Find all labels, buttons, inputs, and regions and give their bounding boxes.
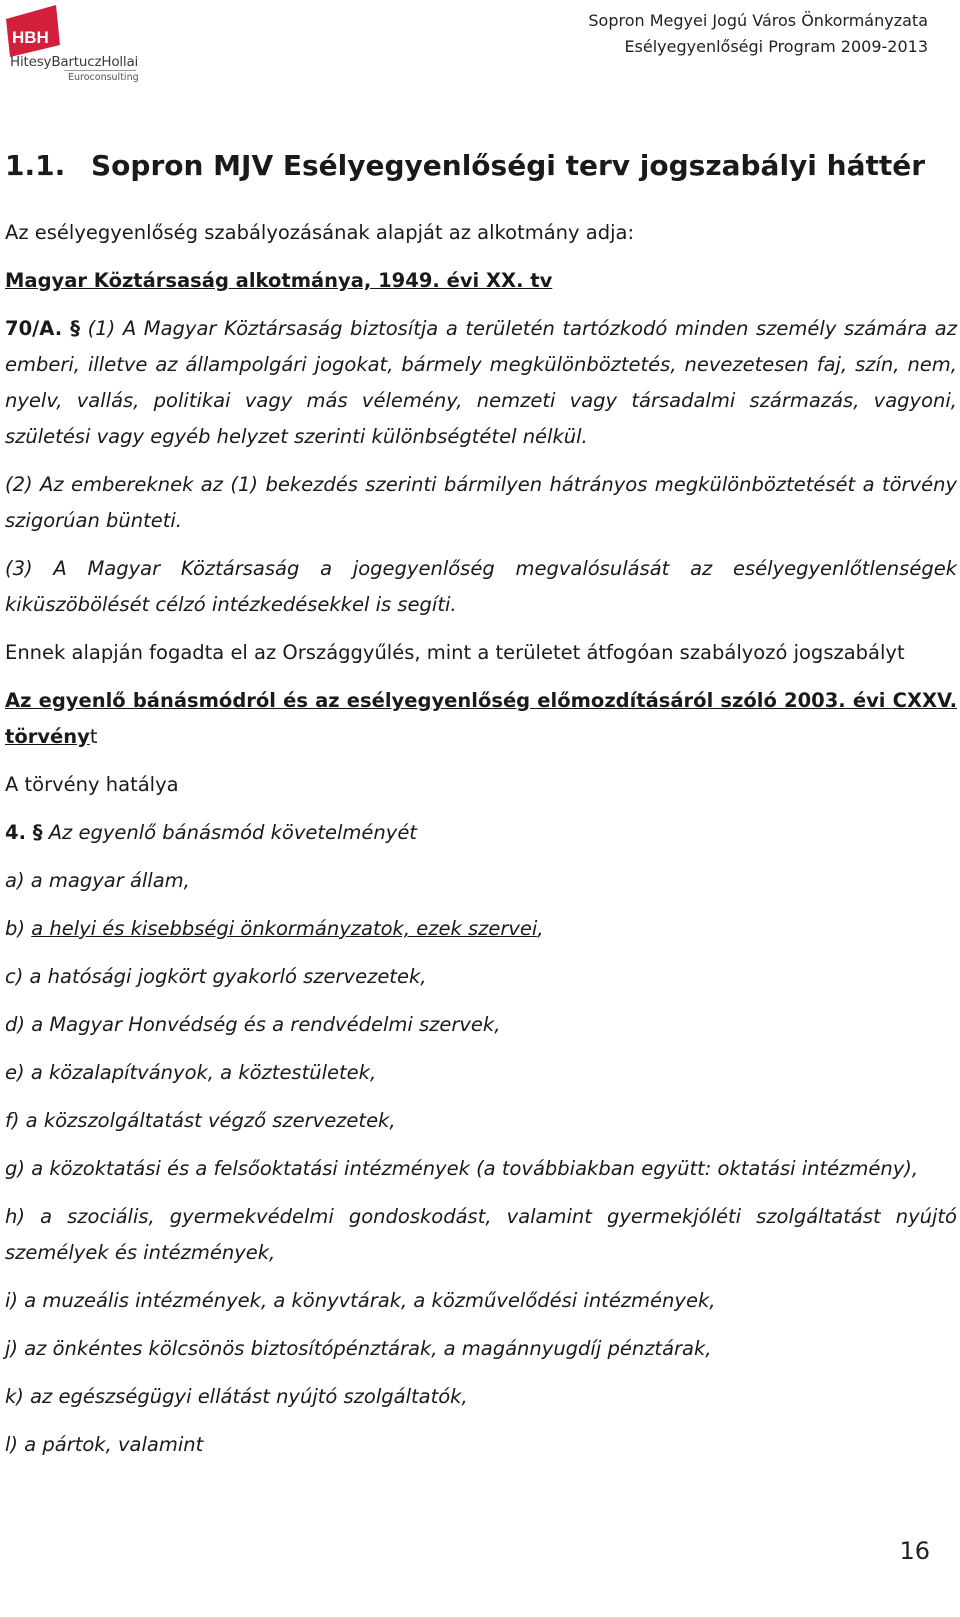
logo-brand-sub: Euroconsulting <box>68 72 139 83</box>
law-title-link[interactable]: Az egyenlő bánásmódról és az esélyegyenlőség előmozdításáról szóló 2003. évi CXXV. törvény <box>5 689 957 748</box>
list-item-prefix: b) <box>5 917 32 940</box>
list-item-prefix: j) <box>5 1337 25 1360</box>
list-item-text: a szociális, gyermekvédelmi gondoskodást, valamint gyermekjóléti szolgáltatást nyújtó személyek és intézmények, <box>5 1205 957 1264</box>
logo-brand-name: HitesyBartuczHollai <box>10 54 139 70</box>
list-item-prefix: g) <box>5 1157 32 1180</box>
paragraph-4 <box>5 815 957 851</box>
section-title: Sopron MJV Esélyegyenlőségi terv jogszabályi háttér <box>91 149 926 182</box>
list-item-text: a magyar állam, <box>30 869 190 892</box>
scope-heading: A törvény hatálya <box>5 773 179 796</box>
section-number: 1.1. <box>5 149 66 182</box>
list-item <box>5 863 957 899</box>
law-title-tail: t <box>89 725 98 748</box>
article-70a-paragraph-3: (3) A Magyar Köztársaság a jogegyenlőség megvalósulását az esélyegyenlőtlenségek kiküszöbölését célzó intézkedésekkel is segíti. <box>5 557 957 616</box>
svg-text:HBH: HBH <box>12 28 49 47</box>
article-70a-text-1: (1) A Magyar Köztársaság biztosítja a területén tartózkodó minden személy számára az emberi, illetve az állampolgári jogokat, bármely megkülönböztetés, nevezetesen faj, szín, nem, nyelv, vallás, politikai vagy más vélemény, nemzeti vagy társadalmi származás, vagyoni, születési vagy egyéb helyzet szerinti különbségtétel nélkül. <box>5 317 957 448</box>
header-line-2: Esélyegyenlőségi Program 2009-2013 <box>624 37 928 56</box>
company-logo <box>4 3 144 85</box>
article-70a-paragraph-1 <box>5 311 957 455</box>
list-item-tail: , <box>537 917 544 940</box>
list-item <box>5 1199 957 1271</box>
list-item-text: a közszolgáltatást végző szervezetek, <box>25 1109 396 1132</box>
hbh-logo-mark-icon <box>6 5 60 57</box>
list-item-link[interactable]: a helyi és kisebbségi önkormányzatok, ezek szervei <box>31 917 538 940</box>
list-item-prefix: h) <box>5 1205 41 1228</box>
list-item-text: a közoktatási és a felsőoktatási intézmények (a továbbiakban együtt: oktatási intézmény), <box>31 1157 919 1180</box>
list-item-prefix: f) <box>5 1109 26 1132</box>
article-70a-paragraph-2: (2) Az embereknek az (1) bekezdés szerinti bármilyen hátrányos megkülönböztetését a törvény szigorúan bünteti. <box>5 473 957 532</box>
article-70a-label: 70/A. § <box>5 317 81 340</box>
paragraph-4-text: Az egyenlő bánásmód követelményét <box>42 821 417 844</box>
list-item <box>5 1379 957 1415</box>
list-item <box>5 1055 957 1091</box>
list-item-text: a hatósági jogkört gyakorló szervezetek, <box>29 965 427 988</box>
list-item-prefix: c) <box>5 965 30 988</box>
list-item-prefix: k) <box>5 1385 31 1408</box>
list-item-text: a Magyar Honvédség és a rendvédelmi szervek, <box>31 1013 501 1036</box>
paragraph-4-label: 4. § <box>5 821 43 844</box>
list-item <box>5 1283 957 1319</box>
list-item <box>5 1103 957 1139</box>
list-item <box>5 1331 957 1367</box>
list-item-prefix: a) <box>5 869 31 892</box>
list-item <box>5 911 957 947</box>
list-item-prefix: i) <box>5 1289 25 1312</box>
intro-paragraph: Az esélyegyenlőség szabályozásának alapját az alkotmány adja: <box>5 221 635 244</box>
list-item-prefix: l) <box>5 1433 25 1456</box>
law-title[interactable] <box>5 683 957 755</box>
list-item-text: az önkéntes kölcsönös biztosítópénztárak, a magánnyugdíj pénztárak, <box>24 1337 712 1360</box>
list-item-text: az egészségügyi ellátást nyújtó szolgáltatók, <box>30 1385 468 1408</box>
list-item-text: a pártok, valamint <box>24 1433 204 1456</box>
page-header <box>588 8 928 60</box>
list-item-prefix: d) <box>5 1013 32 1036</box>
list-item <box>5 1007 957 1043</box>
page-number: 16 <box>899 1537 930 1565</box>
list-item <box>5 959 957 995</box>
list-item-prefix: e) <box>5 1061 31 1084</box>
document-body <box>5 144 957 1475</box>
logo-divider <box>64 70 136 71</box>
list-item-text: a muzeális intézmények, a könyvtárak, a közművelődési intézmények, <box>24 1289 716 1312</box>
header-line-1: Sopron Megyei Jogú Város Önkormányzata <box>588 11 928 30</box>
section-heading <box>5 144 957 188</box>
basis-paragraph: Ennek alapján fogadta el az Országgyűlés, mint a területet átfogóan szabályozó jogszabályt <box>5 641 905 664</box>
constitution-title: Magyar Köztársaság alkotmánya, 1949. évi XX. tv <box>5 269 553 292</box>
list-item <box>5 1427 957 1463</box>
list-item-text: a közalapítványok, a köztestületek, <box>30 1061 377 1084</box>
list-item <box>5 1151 957 1187</box>
